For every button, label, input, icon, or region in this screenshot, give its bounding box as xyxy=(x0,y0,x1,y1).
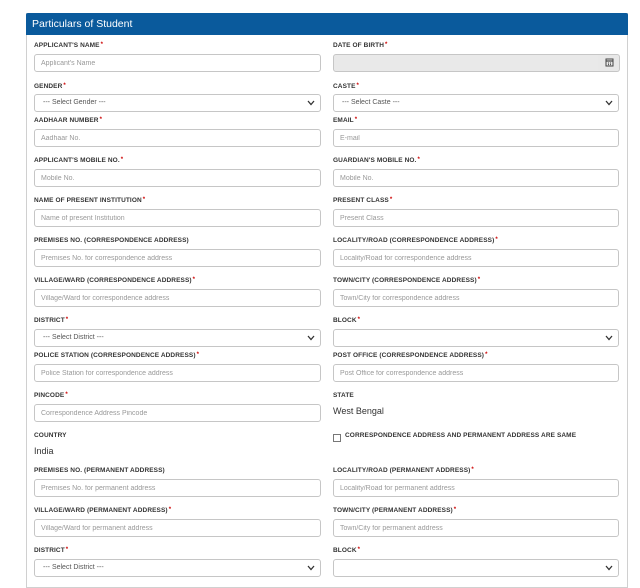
perm-premises-label: PREMISES NO. (PERMANENT ADDRESS) xyxy=(34,467,165,474)
perm-district-label: DISTRICT* xyxy=(34,547,69,554)
corr-police-input[interactable] xyxy=(34,364,321,382)
institution-label: NAME OF PRESENT INSTITUTION* xyxy=(34,197,146,204)
perm-town-label: TOWN/CITY (PERMANENT ADDRESS)* xyxy=(333,507,457,514)
gender-select[interactable]: --- Select Gender --- xyxy=(34,94,321,112)
mobile-label: APPLICANT'S MOBILE NO.* xyxy=(34,157,124,164)
perm-village-label: VILLAGE/WARD (PERMANENT ADDRESS)* xyxy=(34,507,172,514)
perm-locality-label: LOCALITY/ROAD (PERMANENT ADDRESS)* xyxy=(333,467,474,474)
corr-post-label: POST OFFICE (CORRESPONDENCE ADDRESS)* xyxy=(333,352,488,359)
corr-premises-label: PREMISES NO. (CORRESPONDENCE ADDRESS) xyxy=(34,237,189,244)
corr-town-input[interactable] xyxy=(333,289,619,307)
corr-block-label: BLOCK* xyxy=(333,317,361,324)
corr-town-label: TOWN/CITY (CORRESPONDENCE ADDRESS)* xyxy=(333,277,481,284)
pincode-input[interactable] xyxy=(34,404,321,422)
country-label: COUNTRY xyxy=(34,432,67,439)
caste-label: CASTE* xyxy=(333,83,359,90)
perm-town-input[interactable] xyxy=(333,519,619,537)
chevron-down-icon xyxy=(605,565,613,571)
aadhaar-input[interactable] xyxy=(34,129,321,147)
panel-title: Particulars of Student xyxy=(26,13,628,35)
chevron-down-icon xyxy=(605,100,613,106)
email-label: EMAIL* xyxy=(333,117,358,124)
same-address-label: CORRESPONDENCE ADDRESS AND PERMANENT ADDRESS ARE SAME xyxy=(345,432,577,439)
state-label: STATE xyxy=(333,392,354,399)
corr-locality-label: LOCALITY/ROAD (CORRESPONDENCE ADDRESS)* xyxy=(333,237,498,244)
state-value: West Bengal xyxy=(333,406,384,416)
chevron-down-icon xyxy=(307,565,315,571)
calendar-icon xyxy=(598,55,620,71)
perm-premises-input[interactable] xyxy=(34,479,321,497)
institution-input[interactable] xyxy=(34,209,321,227)
corr-district-select[interactable]: --- Select District --- xyxy=(34,329,321,347)
email-input[interactable] xyxy=(333,129,619,147)
perm-district-select[interactable]: --- Select District --- xyxy=(34,559,321,577)
calendar-button[interactable] xyxy=(598,54,620,72)
gender-label: GENDER* xyxy=(34,83,66,90)
present-class-label: PRESENT CLASS* xyxy=(333,197,393,204)
corr-district-label: DISTRICT* xyxy=(34,317,69,324)
country-value: India xyxy=(34,446,54,456)
chevron-down-icon xyxy=(307,335,315,341)
mobile-input[interactable] xyxy=(34,169,321,187)
present-class-input[interactable] xyxy=(333,209,619,227)
pincode-label: PINCODE* xyxy=(34,392,68,399)
corr-premises-input[interactable] xyxy=(34,249,321,267)
corr-post-input[interactable] xyxy=(333,364,619,382)
perm-block-label: BLOCK* xyxy=(333,547,361,554)
guardian-mobile-label: GUARDIAN'S MOBILE NO.* xyxy=(333,157,420,164)
dob-label: DATE OF BIRTH* xyxy=(333,42,388,49)
corr-village-label: VILLAGE/WARD (CORRESPONDENCE ADDRESS)* xyxy=(34,277,196,284)
applicant-name-input[interactable] xyxy=(34,54,321,72)
dob-input[interactable] xyxy=(333,54,599,72)
corr-block-select[interactable] xyxy=(333,329,619,347)
perm-block-select[interactable] xyxy=(333,559,619,577)
guardian-mobile-input[interactable] xyxy=(333,169,619,187)
chevron-down-icon xyxy=(307,100,315,106)
caste-select[interactable]: --- Select Caste --- xyxy=(333,94,619,112)
perm-village-input[interactable] xyxy=(34,519,321,537)
aadhaar-label: AADHAAR NUMBER* xyxy=(34,117,103,124)
perm-locality-input[interactable] xyxy=(333,479,619,497)
corr-locality-input[interactable] xyxy=(333,249,619,267)
same-address-checkbox[interactable] xyxy=(333,434,341,442)
chevron-down-icon xyxy=(605,335,613,341)
applicant-name-label: APPLICANT'S NAME* xyxy=(34,42,104,49)
corr-police-label: POLICE STATION (CORRESPONDENCE ADDRESS)* xyxy=(34,352,200,359)
corr-village-input[interactable] xyxy=(34,289,321,307)
